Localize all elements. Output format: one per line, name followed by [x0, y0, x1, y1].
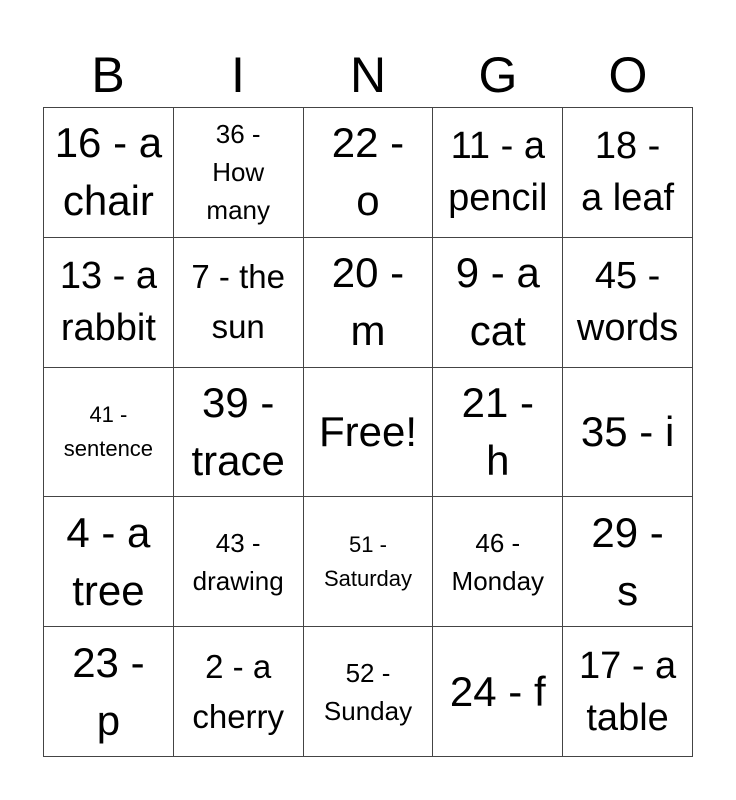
bingo-cell[interactable]: [44, 368, 174, 498]
cell-text: 7 - the sun: [191, 258, 285, 346]
bingo-card-grid: [43, 107, 693, 757]
bingo-cell[interactable]: [563, 497, 693, 627]
bingo-cell[interactable]: [174, 627, 304, 757]
bingo-cell[interactable]: [44, 108, 174, 238]
bingo-cell[interactable]: [433, 497, 563, 627]
cell-text: 36 - How many: [206, 119, 270, 226]
cell-text: 2 - a cherry: [192, 647, 285, 735]
bingo-cell[interactable]: [563, 627, 693, 757]
cell-text: 9 - a cat: [455, 249, 540, 355]
bingo-cell[interactable]: [174, 497, 304, 627]
cell-text: 43 - drawing: [192, 527, 284, 596]
cell-text: 16 - a chair: [54, 119, 163, 225]
bingo-header: [43, 42, 693, 108]
cell-text: 11 - a pencil: [448, 125, 548, 220]
bingo-cell[interactable]: [433, 627, 563, 757]
free-space-text: Free!: [318, 407, 417, 455]
cell-text: 17 - a table: [579, 644, 677, 739]
bingo-cell[interactable]: [433, 368, 563, 498]
bingo-cell[interactable]: [304, 108, 434, 238]
bingo-cell[interactable]: [433, 238, 563, 368]
cell-text: 24 - f: [449, 667, 546, 715]
cell-text: 13 - a rabbit: [59, 255, 157, 350]
cell-text: 51 - Saturday: [323, 531, 413, 591]
bingo-cell[interactable]: [44, 497, 174, 627]
free-space-cell[interactable]: [304, 368, 434, 498]
cell-text: 41 - sentence: [63, 401, 154, 461]
bingo-cell[interactable]: [563, 368, 693, 498]
header-letter-o: O: [608, 47, 648, 103]
cell-text: 35 - i: [580, 407, 675, 455]
bingo-cell[interactable]: [304, 497, 434, 627]
cell-text: 20 - m: [331, 249, 405, 355]
cell-text: 45 - words: [576, 255, 679, 350]
cell-text: 46 - Monday: [451, 527, 545, 596]
bingo-cell[interactable]: [44, 238, 174, 368]
bingo-cell[interactable]: [563, 238, 693, 368]
cell-text: 39 - trace: [191, 378, 285, 484]
cell-text: 22 - o: [331, 119, 405, 225]
header-letter-i: I: [231, 47, 245, 103]
bingo-cell[interactable]: [174, 108, 304, 238]
bingo-cell[interactable]: [304, 238, 434, 368]
cell-text: 21 - h: [461, 378, 534, 484]
header-letter-g: G: [478, 47, 518, 103]
cell-text: 18 - a leaf: [581, 125, 675, 220]
bingo-cell[interactable]: [563, 108, 693, 238]
bingo-cell[interactable]: [44, 627, 174, 757]
cell-text: 4 - a tree: [66, 508, 151, 614]
bingo-cell[interactable]: [433, 108, 563, 238]
bingo-cell[interactable]: [174, 238, 304, 368]
bingo-cell[interactable]: [174, 368, 304, 498]
cell-text: 23 - p: [72, 638, 145, 744]
bingo-cell[interactable]: [304, 627, 434, 757]
header-letter-n: N: [349, 47, 387, 103]
cell-text: 29 - s: [591, 508, 664, 614]
cell-text: 52 - Sunday: [323, 657, 413, 726]
header-letter-b: B: [91, 47, 125, 103]
